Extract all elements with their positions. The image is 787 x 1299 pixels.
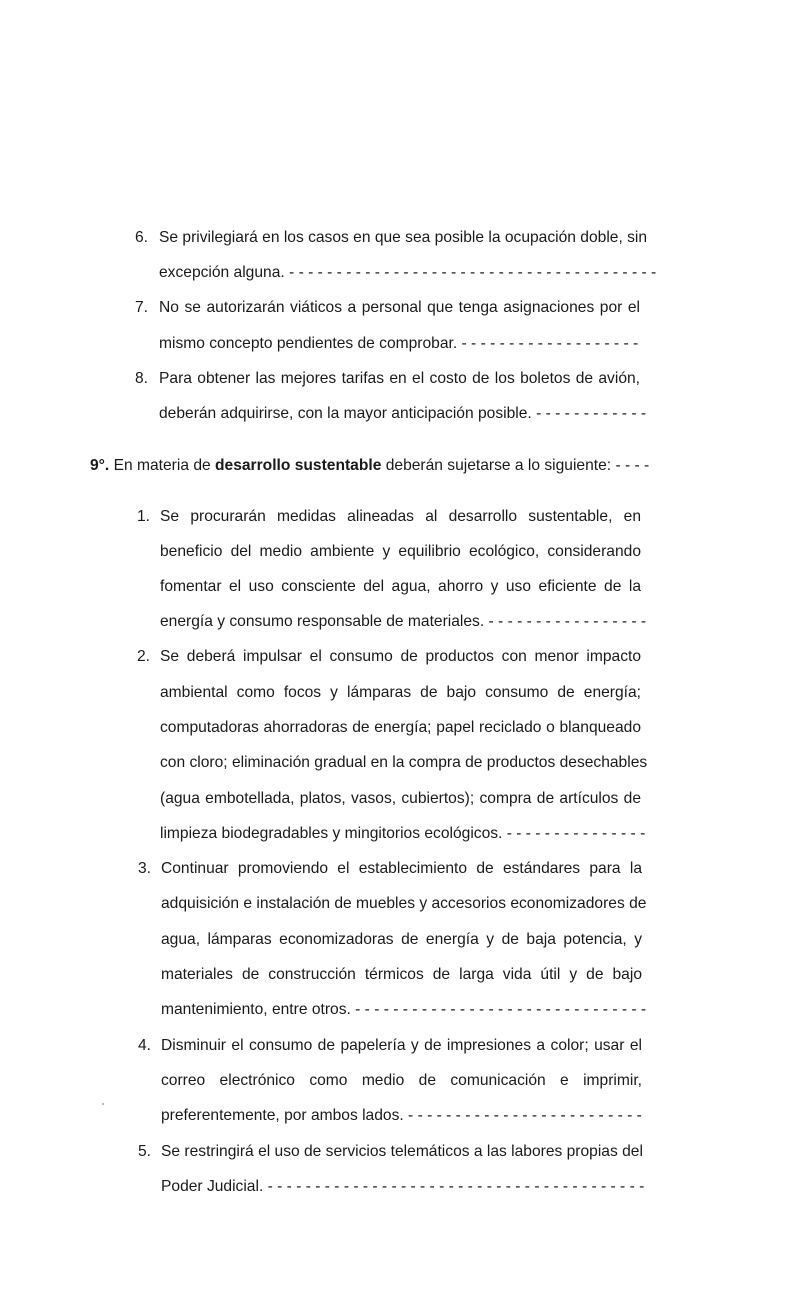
scan-speck: [102, 1103, 104, 1105]
list-item-line: correo electrónico como medio de comunicación e imprimir,: [161, 1072, 642, 1089]
section-heading: [90, 456, 650, 476]
section-text-post: deberán sujetarse a lo siguiente: - - - -: [381, 457, 650, 474]
list-item-line: con cloro; eliminación gradual en la compra de productos desechables: [160, 754, 648, 771]
list-number: 4.: [137, 1037, 151, 1054]
list-number: 7.: [134, 299, 148, 316]
list-number: 1.: [136, 508, 150, 525]
list-item-line: deberán adquirirse, con la mayor anticipación posible. - - - - - - - - - - - -: [159, 405, 647, 422]
list-item-line: Se deberá impulsar el consumo de productos con menor impacto: [160, 648, 641, 665]
list-item-line: agua, lámparas economizadoras de energía y de baja potencia, y: [161, 931, 642, 948]
list-item-line: fomentar el uso consciente del agua, ahorro y uso eficiente de la: [160, 578, 641, 595]
list-item-line: mismo concepto pendientes de comprobar. - - - - - - - - - - - - - - - - - - -: [159, 335, 639, 352]
list-item-line: adquisición e instalación de muebles y accesorios economizadores de: [161, 895, 647, 912]
list-item-line: Se privilegiará en los casos en que sea posible la ocupación doble, sin: [159, 229, 648, 246]
list-item-line: mantenimiento, entre otros. - - - - - - - - - - - - - - - - - - - - - - - - - - - - - - -: [161, 1001, 647, 1018]
list-item-line: limpieza biodegradables y mingitorios ecológicos. - - - - - - - - - - - - - - -: [160, 825, 646, 842]
list-number: 8.: [134, 370, 148, 387]
list-item-line: Disminuir el consumo de papelería y de impresiones a color; usar el: [161, 1037, 642, 1054]
list-number: 2.: [136, 648, 150, 665]
list-number: 6.: [134, 229, 148, 246]
list-item-line: Para obtener las mejores tarifas en el costo de los boletos de avión,: [159, 370, 640, 387]
list-item-line: Se procurarán medidas alineadas al desarrollo sustentable, en: [160, 508, 641, 525]
list-item-line: beneficio del medio ambiente y equilibrio ecológico, considerando: [160, 543, 641, 560]
list-item-line: No se autorizarán viáticos a personal que tenga asignaciones por el: [159, 299, 640, 316]
list-item-line: excepción alguna. - - - - - - - - - - - - - - - - - - - - - - - - - - - - - - - - - - - - - - -: [159, 264, 657, 281]
list-item-line: Continuar promoviendo el establecimiento de estándares para la: [161, 860, 642, 877]
section-text-pre: En materia de: [109, 457, 215, 474]
list-number: 5.: [137, 1143, 151, 1160]
list-item-line: preferentemente, por ambos lados. - - - - - - - - - - - - - - - - - - - - - - - - -: [161, 1107, 642, 1124]
list-item-line: materiales de construcción térmicos de larga vida útil y de bajo: [161, 966, 642, 983]
section-text-bold: desarrollo sustentable: [215, 457, 382, 474]
list-number: 3.: [137, 860, 151, 877]
list-item-line: computadoras ahorradoras de energía; papel reciclado o blanqueado: [160, 719, 641, 736]
list-item-line: energía y consumo responsable de materiales. - - - - - - - - - - - - - - - - -: [160, 613, 647, 630]
list-item-line: Se restringirá el uso de servicios telemáticos a las labores propias del: [161, 1143, 643, 1160]
list-item-line: ambiental como focos y lámparas de bajo consumo de energía;: [160, 684, 641, 701]
section-number: 9°.: [90, 457, 110, 474]
list-item-line: (agua embotellada, platos, vasos, cubiertos); compra de artículos de: [160, 790, 641, 807]
list-item-line: Poder Judicial. - - - - - - - - - - - - - - - - - - - - - - - - - - - - - - - - - - - - - - - -: [161, 1178, 645, 1195]
